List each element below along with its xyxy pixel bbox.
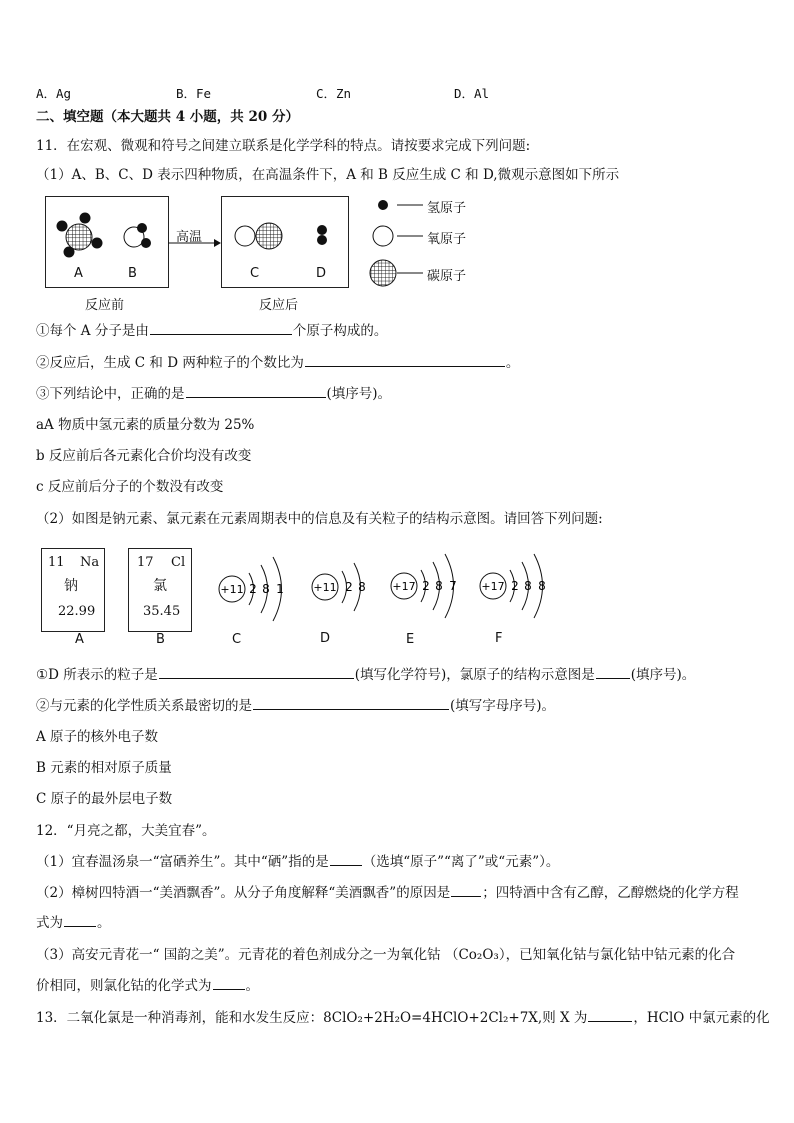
atomic-mass: 22.99 <box>58 604 96 619</box>
answer-blank[interactable] <box>159 666 354 679</box>
q12-p3-cont <box>36 977 259 995</box>
answer-blank[interactable] <box>330 853 362 866</box>
q12-p2-cont-tail: 。 <box>97 915 111 931</box>
q12-p1-tail: （选填“原子”“离了”或“元素”）。 <box>362 854 560 870</box>
answer-blank[interactable] <box>213 977 245 990</box>
q11-p2-opt-a: A 原子的核外电子数 <box>36 729 159 745</box>
particle-e <box>391 554 457 618</box>
atomic-number: 11 <box>48 555 65 570</box>
option-d: D．Al <box>454 86 490 101</box>
svg-text:7: 7 <box>449 579 457 593</box>
q11-choice-b: b 反应前后各元素化合价均没有改变 <box>36 448 252 464</box>
element-symbol: Cl <box>171 555 186 570</box>
particle-c <box>219 557 284 621</box>
particle-d <box>312 563 366 611</box>
element-label-a: A <box>75 632 84 647</box>
svg-text:2: 2 <box>345 580 353 594</box>
element-label-b: B <box>156 632 165 647</box>
q12-p2 <box>36 884 739 902</box>
after-caption: 反应后 <box>259 298 299 313</box>
q11-sub2-text: ②反应后，生成 C 和 D 两种粒子的个数比为 <box>36 355 304 371</box>
answer-blank[interactable] <box>64 914 96 927</box>
answer-blank[interactable] <box>596 666 630 679</box>
element-name: 氯 <box>153 578 167 594</box>
q11-part1: （1）A、B、C、D 表示四种物质，在高温条件下，A 和 B 反应生成 C 和 D,微观示意图如下所示 <box>36 167 620 183</box>
q11-p2-opt-c: C 原子的最外层电子数 <box>36 791 173 807</box>
p2-sub2-tail: (填写字母序号)。 <box>450 698 556 714</box>
q11-sub3-text: ③下列结论中，正确的是 <box>36 386 185 402</box>
q11-sub1-tail: 个原子构成的。 <box>292 323 388 339</box>
q12-p1-text: （1）宜春温汤泉一“富硒养生”。其中“硒”指的是 <box>36 854 329 870</box>
svg-text:8: 8 <box>262 582 270 596</box>
option-a: A．Ag <box>36 86 72 101</box>
answer-blank[interactable] <box>253 697 449 710</box>
svg-text:2: 2 <box>511 579 519 593</box>
svg-text:8: 8 <box>435 579 443 593</box>
svg-text:+17: +17 <box>481 580 505 593</box>
particle-label-d: D <box>320 631 331 646</box>
q11-sub2-tail: 。 <box>505 355 520 371</box>
q12-p2-mid: ；四特酒中含有乙醇，乙醇燃烧的化学方程 <box>482 885 739 901</box>
particle-label-c: C <box>232 632 242 647</box>
label-c: C <box>250 266 260 281</box>
q11-p2-sub1 <box>36 666 695 684</box>
q12-p2-cont-text: 式为 <box>36 915 63 931</box>
q12-p3-cont-tail: 。 <box>245 978 259 994</box>
svg-text:+11: +11 <box>313 581 337 594</box>
option-b: B．Fe <box>176 86 212 101</box>
legend-hydrogen: 氢原子 <box>427 201 467 216</box>
q13 <box>36 1009 770 1027</box>
particle-f <box>480 554 546 618</box>
q11-stem: 11．在宏观、微观和符号之间建立联系是化学学科的特点。请按要求完成下列问题: <box>36 138 531 154</box>
q11-choice-a: aA 物质中氢元素的质量分数为 25% <box>36 417 255 433</box>
q12-p3-cont-text: 价相同，则氯化钴的化学式为 <box>36 978 212 994</box>
q12-stem: 12．“月亮之都，大美宜春”。 <box>36 823 216 839</box>
answer-blank[interactable] <box>451 884 481 897</box>
p2-sub1-tail: (填序号)。 <box>630 667 696 683</box>
svg-text:8: 8 <box>524 579 532 593</box>
svg-text:8: 8 <box>538 579 546 593</box>
element-symbol: Na <box>80 555 100 570</box>
q12-p2-cont <box>36 914 111 932</box>
answer-blank[interactable] <box>588 1009 632 1022</box>
p2-sub2-text: ②与元素的化学性质关系最密切的是 <box>36 698 252 714</box>
q11-p2-sub2 <box>36 697 555 715</box>
svg-text:2: 2 <box>422 579 430 593</box>
q11-part2: （2）如图是钠元素、氯元素在元素周期表中的信息及有关粒子的结构示意图。请回答下列问题: <box>36 511 603 527</box>
q13-text: 13．二氧化氯是一种消毒剂，能和水发生反应：8ClO₂+2H₂O=4HClO+2Cl₂+7X,则 X 为 <box>36 1010 588 1026</box>
particle-label-e: E <box>406 632 415 647</box>
p2-sub1-mid: (填写化学符号)，氯原子的结构示意图是 <box>354 667 595 683</box>
label-d: D <box>316 266 327 281</box>
q11-choice-c: c 反应前后分子的个数没有改变 <box>36 479 224 495</box>
atomic-mass: 35.45 <box>143 604 181 619</box>
q12-p3: （3）高安元青花一“ 国韵之美”。元青花的着色剂成分之一为氧化钴 （Co₂O₃），已知氧化钴与氯化钴中钴元素的化合 <box>36 947 736 963</box>
svg-text:1: 1 <box>276 582 284 596</box>
svg-text:+11: +11 <box>220 583 244 596</box>
before-caption: 反应前 <box>85 298 125 313</box>
option-c: C．Zn <box>316 86 352 101</box>
q12-p2-text: （2）樟树四特酒一“美酒飘香”。从分子角度解释“美酒飘香”的原因是 <box>36 885 451 901</box>
label-a: A <box>74 266 83 281</box>
q12-p1 <box>36 853 559 871</box>
q11-sub1-text: ①每个 A 分子是由 <box>36 323 149 339</box>
q13-tail: ，HClO 中氯元素的化 <box>633 1010 770 1026</box>
legend-oxygen: 氧原子 <box>427 232 467 247</box>
label-b: B <box>128 266 137 281</box>
legend-carbon: 碳原子 <box>427 269 467 284</box>
q11-sub3-tail: (填序号)。 <box>326 386 392 402</box>
section-heading: 二、填空题（本大题共 4 小题，共 20 分） <box>36 109 299 125</box>
q11-p2-opt-b: B 元素的相对原子质量 <box>36 760 172 776</box>
atomic-number: 17 <box>137 555 154 570</box>
particle-label-f: F <box>495 631 503 646</box>
element-name: 钠 <box>64 578 78 594</box>
svg-text:2: 2 <box>249 582 257 596</box>
svg-text:8: 8 <box>358 580 366 594</box>
arrow-label: 高温 <box>176 230 203 245</box>
p2-sub1-text: ①D 所表示的粒子是 <box>36 667 158 683</box>
svg-text:+17: +17 <box>392 580 416 593</box>
